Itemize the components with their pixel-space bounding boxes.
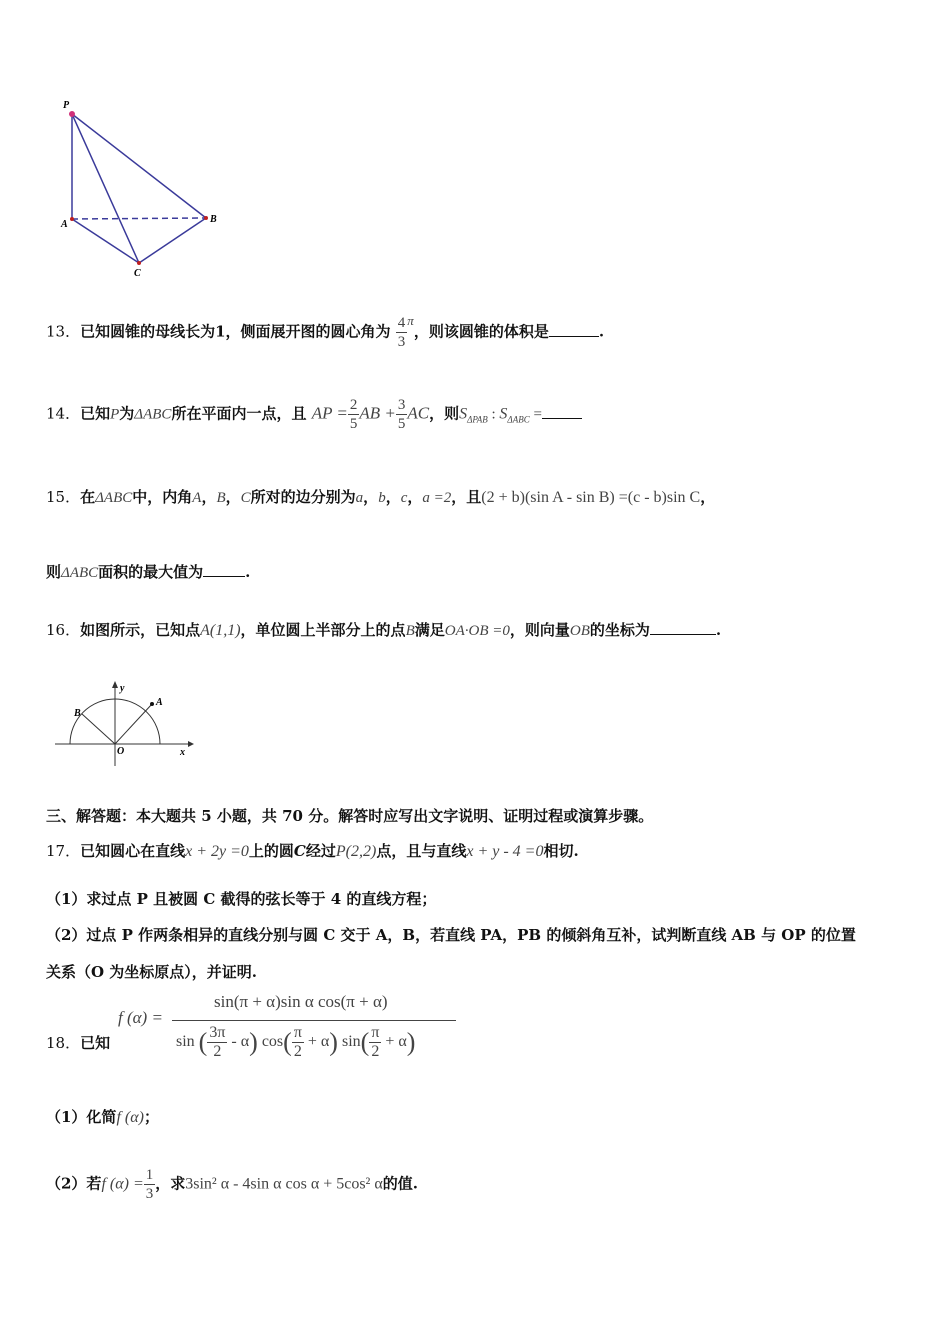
label-a: A — [61, 219, 68, 230]
question-13: 13．已知圆锥的母线长为1，侧面展开图的圆心角为 $\frac{4}{3}$ π，则该圆锥的体积是 . — [46, 312, 605, 350]
question-16: 16．如图所示，已知点A(1,1)，单位圆上半部分上的点B满足OA·OB =0，则向量OB的坐标为 . — [46, 621, 722, 639]
q18-fraction-bar — [172, 1020, 456, 1021]
question-17-part-1: （1）求过点 P 且被圆 C 截得的弦长等于 4 的直线方程； — [46, 890, 437, 908]
label-a: A — [156, 697, 163, 708]
label-b: B — [74, 708, 81, 719]
tetrahedron-figure — [55, 95, 225, 280]
q18-numerator: sin(π + α)sin α cos(π + α) — [214, 992, 388, 1011]
label-o: O — [117, 746, 125, 757]
q18-function: f (α) = — [118, 1008, 163, 1027]
question-18-part-1: （1）化简f (α)； — [46, 1108, 159, 1126]
question-17-part-2: （2）过点 P 作两条相异的直线分别与圆 C 交于 A，B，若直线 PA，PB 的倾斜角互补，试判断直线 AB 与 OP 的位置 — [46, 926, 856, 944]
label-y: y — [120, 683, 125, 694]
question-14: 14．已知P为ΔABC所在平面内一点，且 AP = $\frac{2}{5}$ AB + $\frac{3}{5}$ AC，则$S_{\Delta PAB}$ : $S_{\Delta ABC}$ = — [46, 396, 582, 433]
question-15-cont: 则ΔABC面积的最大值为 . — [46, 563, 251, 581]
question-18-label: 18．已知 — [46, 1034, 111, 1052]
question-17-part-2-cont: 关系（O 为坐标原点），并证明. — [46, 963, 258, 981]
label-c: C — [134, 268, 141, 279]
question-15: 15．在ΔABC中，内角A，B，C所对的边分别为a，b，c，a =2，且(2 + b)(sin A - sin B) =(c - b)sin C， — [46, 488, 716, 506]
question-18-part-2: （2）若f (α) = $\frac{1}{3}$ ，求3sin² α - 4sin α cos α + 5cos² α的值. — [46, 1167, 418, 1202]
unit-circle-figure — [50, 678, 200, 770]
section-3-heading: 三、解答题：本大题共 5 小题，共 70 分。解答时应写出文字说明、证明过程或演算步骤。 — [46, 807, 654, 825]
q18-denominator: sin ( $\frac{3\pi}{2}$ - α) cos( $\frac{\pi}{2}$ + α) sin( $\frac{\pi}{2}$ + α) — [176, 1024, 416, 1060]
question-17: 17．已知圆心在直线x + 2y =0上的圆C经过P(2,2)点，且与直线x + y - 4 =0相切. — [46, 842, 579, 860]
label-b: B — [210, 214, 217, 225]
label-p: P — [63, 100, 70, 111]
label-x: x — [180, 747, 185, 758]
